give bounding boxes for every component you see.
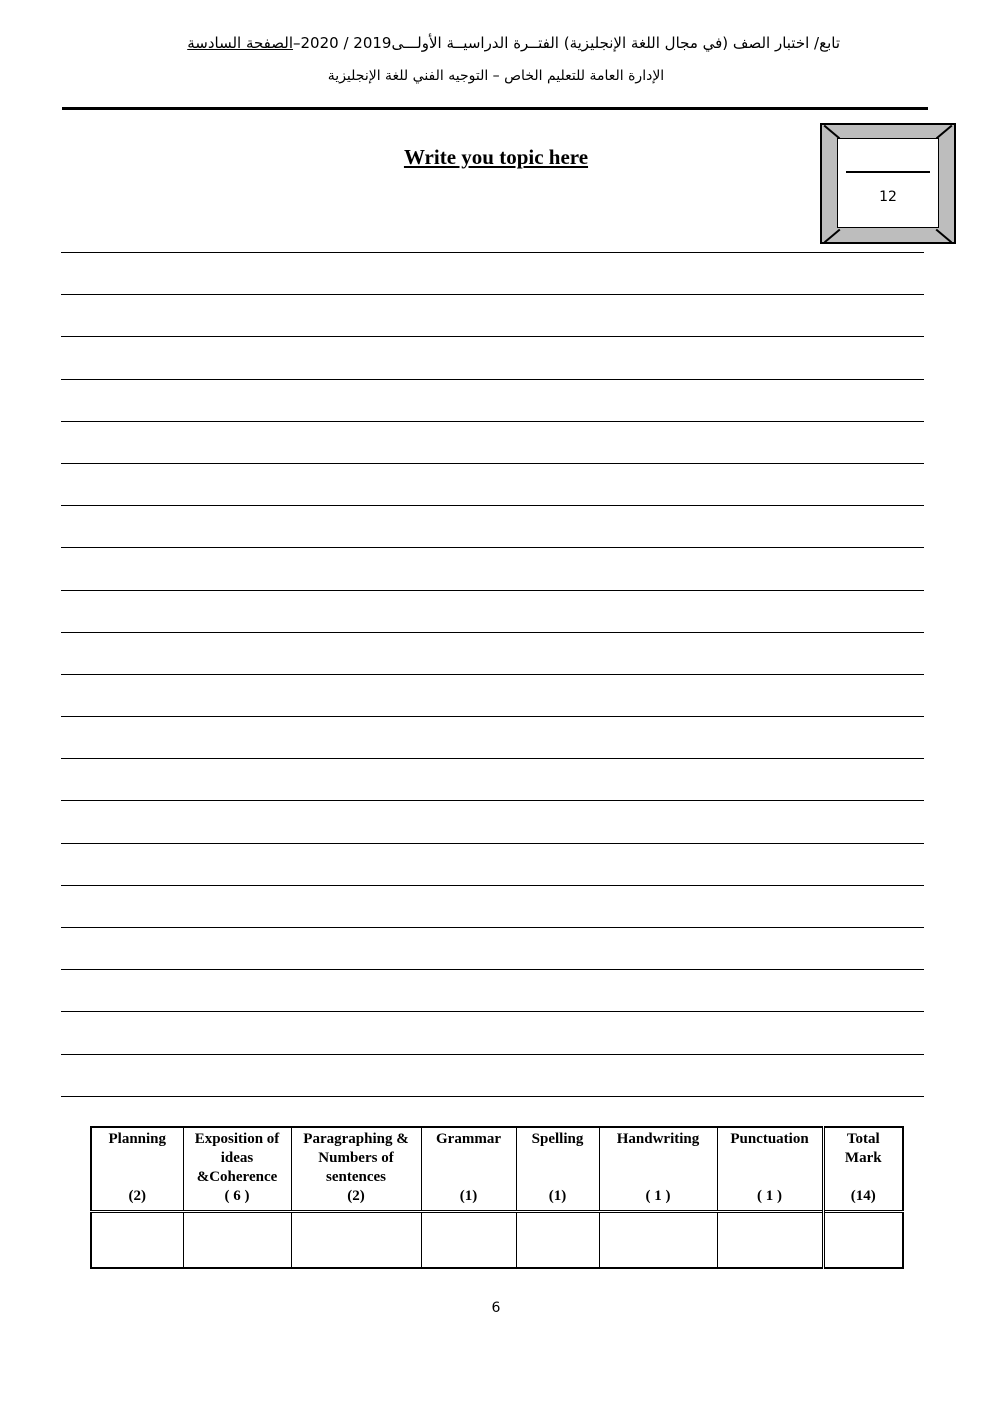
marking-rubric-table — [90, 1126, 904, 1269]
rubric-points: (1) — [459, 1188, 478, 1204]
writing-line[interactable] — [61, 674, 924, 716]
writing-line[interactable] — [61, 505, 924, 547]
topic-title: Write you topic here — [403, 145, 589, 169]
rubric-header-total: Total Mark (14) — [823, 1127, 903, 1212]
rubric-header-punctuation: Punctuation ( 1 ) — [717, 1127, 823, 1212]
writing-line[interactable] — [61, 1054, 924, 1096]
writing-line[interactable] — [61, 843, 924, 885]
page-label: الصفحة السادسة — [187, 34, 294, 52]
score-max-value: 12 — [879, 189, 897, 205]
score-blank-field[interactable] — [846, 171, 930, 173]
rubric-points: ( 6 ) — [224, 1188, 250, 1204]
rubric-points: (2) — [347, 1188, 365, 1204]
rubric-header-spelling: Spelling (1) — [516, 1127, 599, 1212]
score-box-bevel — [824, 228, 840, 242]
rubric-points: ( 1 ) — [645, 1188, 671, 1204]
writing-line[interactable] — [61, 252, 924, 294]
writing-line[interactable] — [61, 547, 924, 589]
exam-header-text: تابع/ اختبار الصف (في مجال اللغة الإنجليزية) الفتــرة الدراسيــة الأولـــى2019 / 2020– — [293, 34, 840, 52]
writing-line[interactable] — [61, 463, 924, 505]
writing-line[interactable] — [61, 590, 924, 632]
rubric-header-handwriting: Handwriting ( 1 ) — [599, 1127, 717, 1212]
rubric-header-row — [91, 1127, 903, 1212]
mark-cell-planning[interactable] — [91, 1212, 183, 1269]
exam-header-title — [60, 34, 840, 52]
score-box-bevel — [824, 125, 840, 139]
writing-line[interactable] — [61, 885, 924, 927]
writing-line[interactable] — [61, 758, 924, 800]
writing-line[interactable] — [61, 716, 924, 758]
mark-cell-spelling[interactable] — [516, 1212, 599, 1269]
page-number: 6 — [491, 1300, 501, 1316]
mark-cell-grammar[interactable] — [421, 1212, 516, 1269]
writing-line[interactable] — [61, 927, 924, 969]
rubric-header-paragraphing: Paragraphing & Numbers of sentences (2) — [291, 1127, 421, 1212]
score-box-bevel — [936, 228, 952, 242]
mark-cell-handwriting[interactable] — [599, 1212, 717, 1269]
writing-line[interactable] — [61, 632, 924, 674]
rubric-header-planning: Planning (2) — [91, 1127, 183, 1212]
writing-line[interactable] — [61, 969, 924, 1011]
header-divider — [62, 107, 928, 110]
writing-line[interactable] — [61, 800, 924, 842]
rubric-points: ( 1 ) — [757, 1188, 782, 1204]
department-header: الإدارة العامة للتعليم الخاص – التوجيه الفني للغة الإنجليزية — [327, 68, 665, 84]
mark-cell-total[interactable] — [823, 1212, 903, 1269]
rubric-header-exposition: Exposition of ideas &Coherence ( 6 ) — [183, 1127, 291, 1212]
rubric-marks-row — [91, 1212, 903, 1269]
score-box-inner — [837, 138, 939, 228]
mark-cell-exposition[interactable] — [183, 1212, 291, 1269]
score-box — [820, 123, 956, 244]
writing-line[interactable] — [61, 294, 924, 336]
writing-line[interactable] — [61, 379, 924, 421]
writing-area[interactable] — [61, 252, 924, 1097]
writing-line[interactable] — [61, 1011, 924, 1053]
rubric-points: (14) — [850, 1188, 876, 1204]
mark-cell-punctuation[interactable] — [717, 1212, 823, 1269]
rubric-points: (1) — [548, 1188, 567, 1204]
writing-line[interactable] — [61, 336, 924, 378]
rubric-header-grammar: Grammar (1) — [421, 1127, 516, 1212]
writing-line[interactable] — [61, 421, 924, 463]
writing-line[interactable] — [61, 1096, 924, 1097]
score-box-bevel — [936, 125, 952, 139]
rubric-points: (2) — [128, 1188, 146, 1204]
mark-cell-paragraphing[interactable] — [291, 1212, 421, 1269]
